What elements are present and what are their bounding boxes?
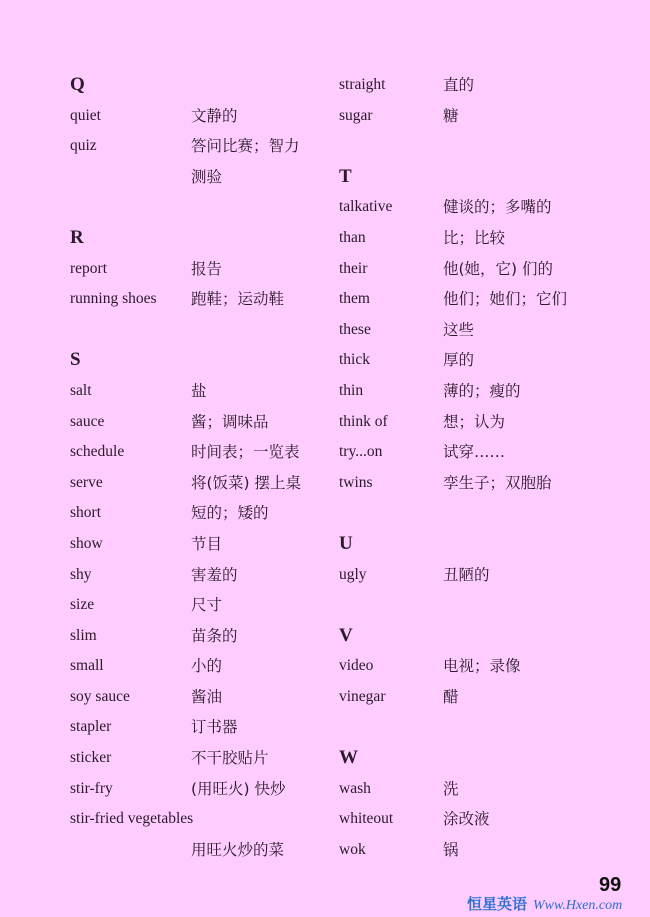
glossary-entry — [339, 70, 629, 101]
chinese-meaning: 将(饭菜) 摆上桌 — [191, 473, 302, 492]
english-word: vinegar — [339, 687, 386, 705]
glossary-entry — [339, 376, 629, 407]
glossary-right-column — [339, 70, 629, 865]
glossary-entry — [70, 254, 330, 285]
english-word: stir-fry — [70, 779, 113, 797]
section-letter-heading — [339, 529, 629, 560]
english-word: sticker — [70, 749, 112, 767]
section-letter: U — [339, 532, 353, 554]
section-letter: R — [70, 226, 84, 248]
chinese-meaning: 节目 — [191, 534, 223, 553]
chinese-meaning: 跑鞋；运动鞋 — [191, 290, 285, 309]
english-word: think of — [339, 412, 388, 430]
blank-line — [339, 590, 629, 621]
chinese-meaning: 他(她，它) 们的 — [443, 259, 554, 278]
section-letter: Q — [70, 74, 85, 95]
chinese-meaning: 想；认为 — [443, 412, 506, 431]
glossary-entry — [339, 345, 629, 376]
glossary-entry — [70, 437, 330, 468]
section-letter: V — [339, 624, 353, 646]
glossary-entry — [339, 254, 629, 285]
chinese-meaning: 测验 — [191, 167, 223, 186]
glossary-entry — [70, 682, 330, 713]
chinese-meaning: 试穿…… — [443, 443, 506, 462]
chinese-meaning: 锅 — [443, 840, 459, 859]
english-word: running shoes — [70, 290, 157, 308]
blank-line — [70, 315, 330, 346]
english-word: small — [70, 657, 104, 675]
chinese-meaning: 尺寸 — [191, 596, 223, 615]
glossary-entry — [70, 498, 330, 529]
english-word: video — [339, 657, 374, 675]
blank-line — [339, 131, 629, 162]
glossary-entry — [70, 284, 330, 315]
chinese-meaning: 短的；矮的 — [191, 504, 269, 523]
glossary-entry — [339, 468, 629, 499]
glossary-entry — [70, 712, 330, 743]
english-word: them — [339, 290, 370, 308]
english-word: these — [339, 320, 371, 338]
glossary-entry — [339, 774, 629, 805]
glossary-entry — [339, 315, 629, 346]
glossary-entry — [70, 560, 330, 591]
english-word: sugar — [339, 106, 373, 124]
chinese-meaning: 丑陋的 — [443, 565, 490, 584]
chinese-meaning: 文静的 — [191, 106, 238, 125]
section-letter-heading — [339, 743, 629, 774]
chinese-meaning: 电视；录像 — [443, 657, 521, 676]
chinese-meaning: 苗条的 — [191, 626, 238, 645]
page-number: 99 — [599, 874, 622, 896]
glossary-entry — [339, 284, 629, 315]
glossary-entry — [339, 835, 629, 866]
glossary-entry — [339, 682, 629, 713]
english-word: try...on — [339, 443, 383, 461]
chinese-meaning: (用旺火) 快炒 — [191, 779, 286, 798]
chinese-meaning: 这些 — [443, 320, 475, 339]
english-word: their — [339, 259, 368, 277]
english-word: talkative — [339, 198, 393, 216]
glossary-entry — [70, 621, 330, 652]
watermark-brand: 恒星英语 — [467, 895, 528, 913]
chinese-meaning: 健谈的；多嘴的 — [443, 198, 552, 217]
chinese-meaning: 害羞的 — [191, 565, 238, 584]
blank-line — [339, 498, 629, 529]
section-letter-heading — [339, 621, 629, 652]
glossary-entry — [70, 468, 330, 499]
glossary-entry — [339, 101, 629, 132]
english-word: whiteout — [339, 810, 394, 828]
chinese-meaning: 小的 — [191, 657, 223, 676]
english-word: stapler — [70, 718, 112, 736]
chinese-meaning: 报告 — [191, 259, 223, 278]
english-word: slim — [70, 626, 97, 644]
english-word: than — [339, 228, 366, 246]
section-letter-heading — [70, 223, 330, 254]
chinese-meaning: 他们；她们；它们 — [443, 290, 568, 309]
chinese-meaning: 孪生子；双胞胎 — [443, 473, 552, 492]
section-letter-heading — [70, 70, 330, 101]
chinese-meaning: 订书器 — [191, 718, 238, 737]
section-letter-heading — [70, 345, 330, 376]
section-letter: W — [339, 747, 358, 769]
section-letter: S — [70, 349, 81, 371]
section-letter: T — [339, 165, 352, 187]
chinese-meaning: 薄的；瘦的 — [443, 381, 521, 400]
chinese-meaning: 直的 — [443, 76, 475, 94]
english-word: report — [70, 259, 108, 277]
section-letter-heading — [339, 162, 629, 193]
chinese-meaning: 醋 — [443, 687, 459, 706]
blank-line — [339, 712, 629, 743]
glossary-entry — [339, 192, 629, 223]
glossary-entry — [339, 437, 629, 468]
english-word: quiet — [70, 106, 101, 124]
glossary-entry — [339, 407, 629, 438]
chinese-meaning: 厚的 — [443, 351, 475, 370]
english-word: short — [70, 504, 101, 522]
glossary-entry — [70, 774, 330, 805]
english-word: quiz — [70, 137, 97, 155]
blank-line — [70, 192, 330, 223]
glossary-entry — [70, 651, 330, 682]
english-word: stir-fried vegetables — [70, 810, 194, 828]
english-word: shy — [70, 565, 92, 583]
glossary-entry — [339, 560, 629, 591]
watermark — [467, 893, 622, 914]
glossary-entry — [339, 223, 629, 254]
chinese-meaning: 不干胶贴片 — [191, 749, 269, 768]
glossary-left-column — [70, 70, 330, 865]
glossary-entry — [70, 804, 330, 835]
english-word: wok — [339, 840, 366, 858]
glossary-entry — [339, 651, 629, 682]
glossary-entry — [70, 162, 330, 193]
english-word: thick — [339, 351, 370, 369]
chinese-meaning: 盐 — [191, 381, 207, 400]
english-word: ugly — [339, 565, 367, 583]
english-word: straight — [339, 76, 386, 93]
glossary-entry — [70, 407, 330, 438]
chinese-meaning: 比；比较 — [443, 228, 506, 247]
chinese-meaning: 答问比赛；智力 — [191, 137, 300, 156]
glossary-entry — [339, 804, 629, 835]
chinese-meaning: 酱油 — [191, 687, 223, 706]
chinese-meaning: 时间表；一览表 — [191, 443, 300, 462]
chinese-meaning: 涂改液 — [443, 810, 490, 829]
english-word: twins — [339, 473, 373, 491]
english-word: schedule — [70, 443, 125, 461]
glossary-entry — [70, 529, 330, 560]
glossary-entry — [70, 743, 330, 774]
english-word: wash — [339, 779, 371, 797]
watermark-url: Www.Hxen.com — [533, 898, 623, 913]
english-word: size — [70, 596, 95, 614]
english-word: sauce — [70, 412, 105, 430]
english-word: salt — [70, 381, 92, 399]
glossary-entry — [70, 590, 330, 621]
chinese-meaning: 用旺火炒的菜 — [191, 840, 285, 859]
chinese-meaning: 酱；调味品 — [191, 412, 269, 431]
glossary-entry — [70, 835, 330, 866]
glossary-entry — [70, 131, 330, 162]
glossary-entry — [70, 376, 330, 407]
english-word: thin — [339, 381, 364, 399]
english-word: serve — [70, 473, 103, 491]
glossary-entry — [70, 101, 330, 132]
english-word: show — [70, 534, 103, 552]
chinese-meaning: 洗 — [443, 779, 459, 798]
chinese-meaning: 糖 — [443, 106, 459, 125]
english-word: soy sauce — [70, 687, 130, 705]
